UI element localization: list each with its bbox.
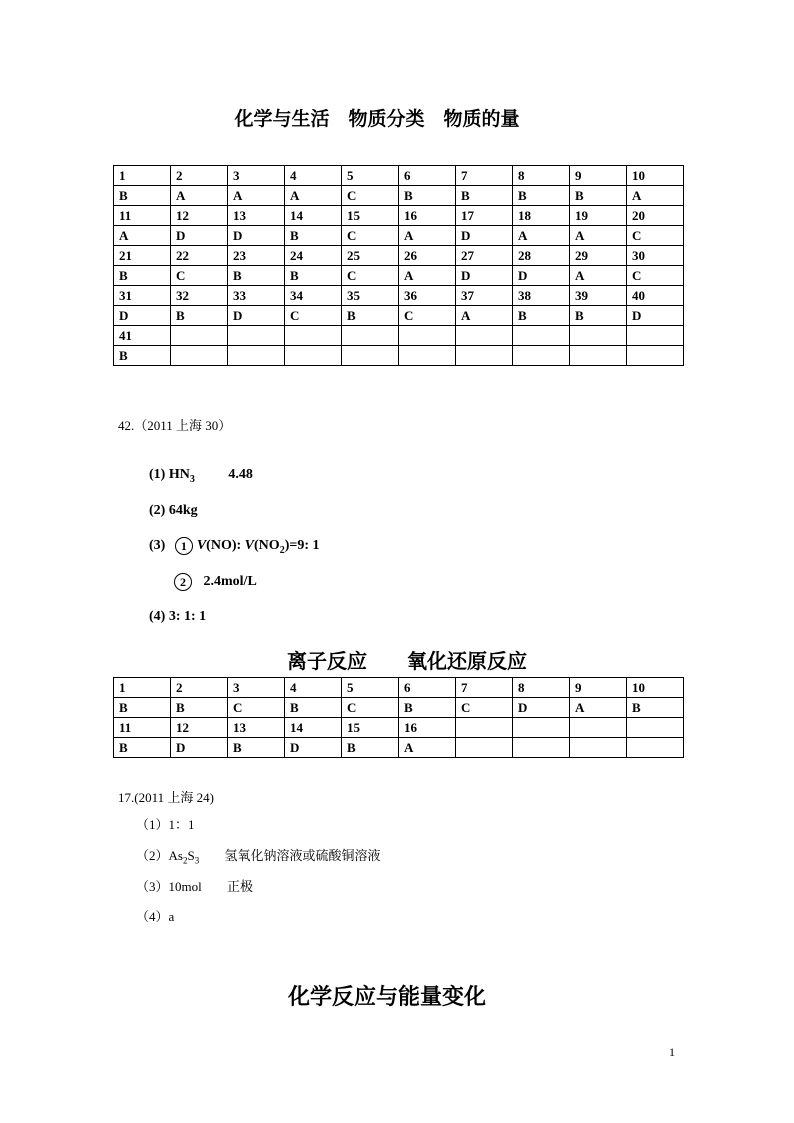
table-cell	[627, 738, 684, 758]
q17-2-sub1: 2	[182, 855, 188, 866]
table-cell: 26	[399, 246, 456, 266]
table-cell: 15	[342, 206, 399, 226]
table-cell	[570, 718, 627, 738]
table-cell	[171, 346, 228, 366]
table-cell: 13	[228, 718, 285, 738]
table-cell: 11	[114, 206, 171, 226]
q42-3-t3: )=9: 1	[284, 538, 320, 554]
table-cell: 23	[228, 246, 285, 266]
table-cell: B	[114, 186, 171, 206]
table-cell: B	[114, 698, 171, 718]
q42-answer-3-part2	[174, 573, 257, 591]
table-cell: 1	[114, 678, 171, 698]
table-cell: 36	[399, 286, 456, 306]
table-cell: 6	[399, 678, 456, 698]
table-cell: D	[228, 306, 285, 326]
q42-1-sub: 3	[189, 473, 195, 485]
table-cell: B	[228, 266, 285, 286]
table-cell	[627, 326, 684, 346]
table-cell: 38	[513, 286, 570, 306]
table-cell	[228, 346, 285, 366]
q42-3-sub: 2	[279, 545, 285, 557]
table-cell	[285, 346, 342, 366]
table-cell: 7	[456, 678, 513, 698]
table-row	[114, 738, 684, 758]
table-cell: 39	[570, 286, 627, 306]
table-cell: 5	[342, 678, 399, 698]
q42-answer-1	[149, 467, 253, 485]
table-cell: B	[342, 738, 399, 758]
table-cell: B	[171, 698, 228, 718]
table-cell: 12	[171, 206, 228, 226]
section-title-ionic-redox: 离子反应 氧化还原反应	[287, 649, 527, 673]
q42-3-t2: (NO	[254, 538, 280, 554]
table-cell: A	[399, 266, 456, 286]
table-cell	[513, 738, 570, 758]
table-cell: 41	[114, 326, 171, 346]
table-cell: 4	[285, 678, 342, 698]
table-cell: 33	[228, 286, 285, 306]
q17-2-s: S	[187, 848, 195, 863]
table-cell: 8	[513, 166, 570, 186]
table-cell: 25	[342, 246, 399, 266]
q17-2-sub2: 3	[194, 855, 200, 866]
table-cell: 32	[171, 286, 228, 306]
table-cell: 7	[456, 166, 513, 186]
table-row	[114, 718, 684, 738]
table-cell: 8	[513, 678, 570, 698]
table-cell: A	[513, 226, 570, 246]
table-row	[114, 186, 684, 206]
table-cell	[342, 346, 399, 366]
table-cell: B	[399, 698, 456, 718]
table-cell: 19	[570, 206, 627, 226]
table-cell: B	[285, 266, 342, 286]
table-cell	[513, 346, 570, 366]
table-cell	[627, 346, 684, 366]
table-cell: B	[513, 306, 570, 326]
table-cell: 28	[513, 246, 570, 266]
q17-3-electrode: 正极	[226, 880, 253, 895]
table-cell: 30	[627, 246, 684, 266]
table-cell: B	[456, 186, 513, 206]
table-cell: 9	[570, 678, 627, 698]
answer-table-section1	[113, 165, 684, 366]
table-cell: C	[456, 698, 513, 718]
table-cell: D	[456, 226, 513, 246]
table-cell: A	[627, 186, 684, 206]
table-cell: B	[342, 306, 399, 326]
table-cell: D	[513, 698, 570, 718]
table-cell	[513, 326, 570, 346]
q17-header: 17.(2011 上海 24)	[118, 790, 214, 805]
table-cell: 16	[399, 718, 456, 738]
table-cell	[570, 326, 627, 346]
q42-answer-2: (2) 64kg	[149, 503, 198, 518]
table-cell: 14	[285, 718, 342, 738]
section-title-reaction-energy: 化学反应与能量变化	[287, 985, 486, 1010]
table-cell	[570, 738, 627, 758]
q42-answer-3	[149, 537, 320, 556]
table-cell: C	[399, 306, 456, 326]
table-cell: C	[228, 698, 285, 718]
answer-table-section2	[113, 677, 684, 758]
table-cell: C	[171, 266, 228, 286]
table-cell: B	[513, 186, 570, 206]
table-cell: 22	[171, 246, 228, 266]
table-cell: A	[399, 226, 456, 246]
table-cell: 24	[285, 246, 342, 266]
table-cell: C	[342, 186, 399, 206]
table-cell: 15	[342, 718, 399, 738]
table-cell: A	[399, 738, 456, 758]
table-row	[114, 226, 684, 246]
q42-3-label: (3)	[149, 538, 166, 554]
table-cell	[456, 718, 513, 738]
table-cell: 13	[228, 206, 285, 226]
table-row	[114, 346, 684, 366]
q17-answer-4: （4）a	[136, 909, 175, 924]
table-row	[114, 306, 684, 326]
table-cell: 5	[342, 166, 399, 186]
circled-number-1-icon: 1	[175, 537, 193, 555]
table-cell: 31	[114, 286, 171, 306]
table-cell	[285, 326, 342, 346]
table-cell	[399, 326, 456, 346]
table-cell: 3	[228, 166, 285, 186]
table-cell: 34	[285, 286, 342, 306]
circled-number-2-icon: 2	[174, 573, 192, 591]
table-cell: D	[228, 226, 285, 246]
page-number: 1	[669, 1045, 675, 1059]
table-row	[114, 266, 684, 286]
table-cell: B	[399, 186, 456, 206]
q42-answer-4: (4) 3: 1: 1	[149, 609, 207, 624]
table-row	[114, 698, 684, 718]
table-cell: 21	[114, 246, 171, 266]
table-cell: 2	[171, 678, 228, 698]
table-cell: D	[285, 738, 342, 758]
table-cell: D	[627, 306, 684, 326]
table-cell: A	[114, 226, 171, 246]
table-row	[114, 246, 684, 266]
table-cell	[399, 346, 456, 366]
q42-3-t1: (NO):	[206, 538, 245, 554]
table-cell: B	[285, 226, 342, 246]
q42-3c-value: 2.4mol/L	[203, 574, 257, 590]
table-cell	[627, 718, 684, 738]
table-cell: 2	[171, 166, 228, 186]
table-cell: C	[342, 266, 399, 286]
table-cell	[570, 346, 627, 366]
table-cell: A	[171, 186, 228, 206]
table-cell: D	[171, 226, 228, 246]
table-cell: 40	[627, 286, 684, 306]
q17-3-value: （3）10mol	[136, 879, 202, 894]
table-cell: 14	[285, 206, 342, 226]
table-cell: 3	[228, 678, 285, 698]
table-row	[114, 166, 684, 186]
q42-3-v1: V	[196, 538, 207, 554]
table-cell: B	[114, 346, 171, 366]
table-cell	[456, 326, 513, 346]
table-cell	[513, 718, 570, 738]
q42-3-v2: V	[244, 538, 255, 554]
q17-2-reagent: 氢氧化钠溶液或硫酸铜溶液	[224, 849, 381, 864]
q17-answer-1: （1）1：1	[136, 817, 195, 832]
table-cell: C	[627, 226, 684, 246]
table-cell: 20	[627, 206, 684, 226]
table-cell	[456, 346, 513, 366]
table-cell: A	[456, 306, 513, 326]
table-row	[114, 678, 684, 698]
q42-header: 42.（2011 上海 30）	[118, 418, 232, 433]
table-cell: D	[456, 266, 513, 286]
table-cell: 10	[627, 166, 684, 186]
table-cell: 4	[285, 166, 342, 186]
table-cell: A	[285, 186, 342, 206]
q17-2-label: （2）As	[136, 848, 183, 863]
table-cell: B	[228, 738, 285, 758]
table-cell: 35	[342, 286, 399, 306]
table-cell	[171, 326, 228, 346]
table-cell: D	[114, 306, 171, 326]
table-cell: 9	[570, 166, 627, 186]
table-cell: D	[171, 738, 228, 758]
table-cell: B	[570, 306, 627, 326]
table-cell: D	[513, 266, 570, 286]
table-cell: B	[627, 698, 684, 718]
table-cell: 18	[513, 206, 570, 226]
table-cell: A	[570, 266, 627, 286]
table-cell: A	[570, 698, 627, 718]
table-cell: 1	[114, 166, 171, 186]
table-cell: B	[114, 738, 171, 758]
table-cell	[228, 326, 285, 346]
table-cell: B	[570, 186, 627, 206]
section-title-chemistry-life: 化学与生活 物质分类 物质的量	[234, 108, 520, 130]
table-cell: 37	[456, 286, 513, 306]
table-cell: C	[285, 306, 342, 326]
table-cell: 10	[627, 678, 684, 698]
table-cell	[456, 738, 513, 758]
q17-answer-3	[136, 876, 253, 895]
table-cell: 17	[456, 206, 513, 226]
table-cell: C	[342, 226, 399, 246]
table-cell: B	[285, 698, 342, 718]
table-cell: B	[114, 266, 171, 286]
q17-answer-2	[136, 845, 380, 866]
table-row	[114, 206, 684, 226]
table-cell: 12	[171, 718, 228, 738]
table-cell: 29	[570, 246, 627, 266]
table-cell: C	[627, 266, 684, 286]
table-cell: A	[570, 226, 627, 246]
table-cell: 11	[114, 718, 171, 738]
q42-1-label: (1) HN	[149, 467, 190, 482]
table-cell	[342, 326, 399, 346]
table-row	[114, 286, 684, 306]
table-cell: C	[342, 698, 399, 718]
table-cell: 27	[456, 246, 513, 266]
table-cell: 6	[399, 166, 456, 186]
table-cell: 16	[399, 206, 456, 226]
q42-1-value: 4.48	[228, 467, 253, 482]
table-cell: A	[228, 186, 285, 206]
table-row	[114, 326, 684, 346]
table-cell: B	[171, 306, 228, 326]
